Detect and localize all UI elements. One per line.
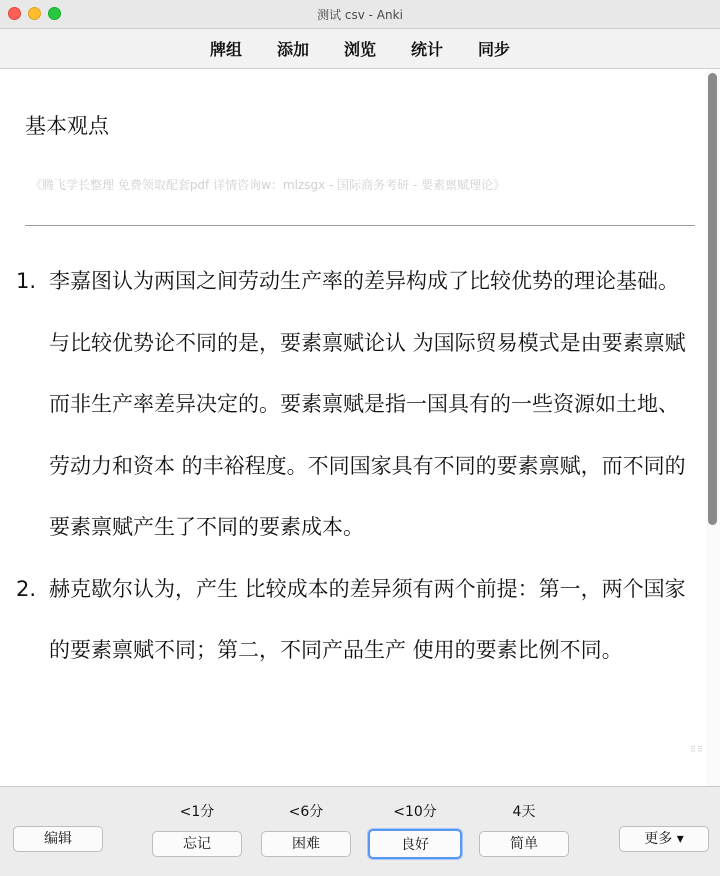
interval-easy: 4天 <box>512 804 536 820</box>
toolbar-decks[interactable]: 牌组 <box>209 40 242 59</box>
hard-button[interactable]: 困难 <box>261 831 351 857</box>
list-item-text: 李嘉图认为两国之间劳动生产率的差异构成了比较优势的理论基础。与比较优势论不同的是，要素禀赋论认 为国际贸易模式是由要素禀赋而非生产率差异决定的。要素禀赋是指一国具有的一些资源如土地、劳动力和资本 的丰裕程度。不同国家具有不同的要素禀赋，而不同的要素禀赋产生了不同的要素成本。 <box>49 269 686 539</box>
main-toolbar <box>0 29 720 69</box>
card-content <box>0 69 706 786</box>
edit-button[interactable]: 编辑 <box>13 826 103 852</box>
interval-again: <1分 <box>179 804 215 820</box>
grip-icon: ⠿⠿ <box>690 745 704 754</box>
toolbar-sync[interactable]: 同步 <box>478 40 511 59</box>
list-item <box>16 251 698 559</box>
toolbar-add[interactable]: 添加 <box>276 40 309 59</box>
answer-list <box>16 251 698 682</box>
again-button[interactable]: 忘记 <box>152 831 242 857</box>
card-heading: 基本观点 <box>25 114 109 138</box>
interval-hard: <6分 <box>288 804 324 820</box>
list-item-number: 1. <box>16 269 37 293</box>
interval-good: <10分 <box>393 804 437 820</box>
list-item <box>16 559 698 682</box>
more-button[interactable]: 更多 ▾ <box>619 826 709 852</box>
title-bar <box>0 0 720 29</box>
answer-divider <box>25 225 695 226</box>
scrollbar-thumb[interactable] <box>708 73 717 525</box>
list-item-text: 赫克歇尔认为，产生 比较成本的差异须有两个前提：第一，两个国家的要素禀赋不同；第二，不同产品生产 使用的要素比例不同。 <box>49 576 686 662</box>
review-bar <box>0 786 720 876</box>
easy-button[interactable]: 简单 <box>479 831 569 857</box>
toolbar-browse[interactable]: 浏览 <box>343 40 376 59</box>
list-item-number: 2. <box>16 576 37 601</box>
toolbar-stats[interactable]: 统计 <box>411 40 444 59</box>
good-button[interactable]: 良好 <box>368 829 462 859</box>
window-title: 测试 csv - Anki <box>317 8 403 22</box>
scrollbar[interactable] <box>706 69 720 786</box>
card-source-note: 《腾飞学长整理 免费领取配套pdf 详情咨询w：mlzsgx - 国际商务考研 - 要素禀赋理论》 <box>30 178 506 192</box>
